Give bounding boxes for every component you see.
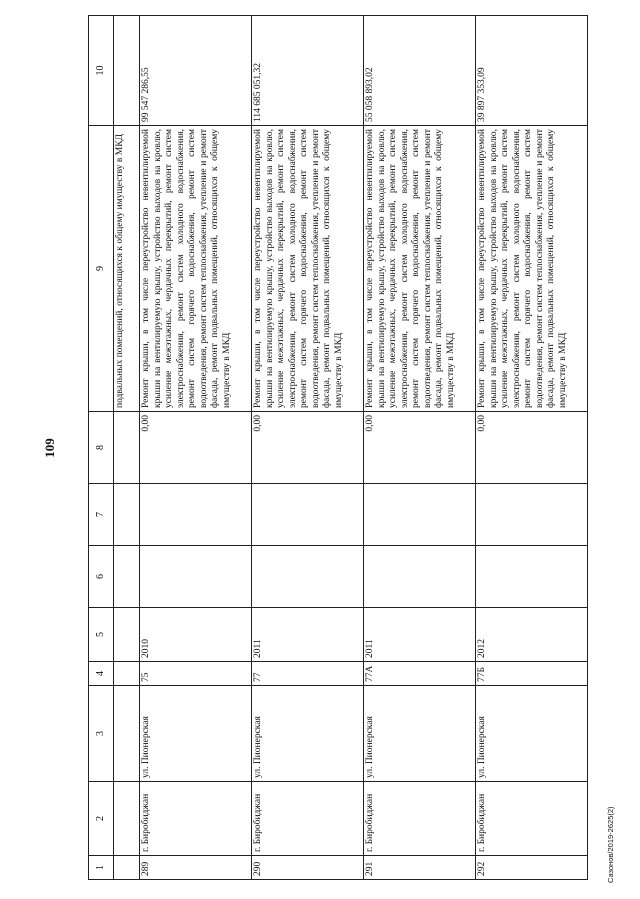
cell xyxy=(114,16,140,126)
row-number: 291 xyxy=(364,856,476,880)
table-row xyxy=(364,16,476,880)
col7-cell xyxy=(476,484,588,546)
document-code: Сазонов/2019-2625(2) xyxy=(606,806,615,883)
cell xyxy=(114,686,140,782)
row-number: 290 xyxy=(252,856,364,880)
description-cell: Ремонт крыши, в том числе переустройство невентилируемой крыши на вентилируемую крышу, устройство выходов на кровлю, усиление межэтажных, чердачных перекрытий, ремонт систем электроснабжения, ремонт систем холодного водоснабжения, ремонт систем горячего водоснабжения, ремонт систем водоотведения, ремонт систем теплоснабжения, утепление и ремонт фасада, ремонт подвальных помещений, относящихся к общему имуществу в МКД xyxy=(364,126,476,412)
street-cell: ул. Пионерская xyxy=(364,686,476,782)
col-header: 10 xyxy=(89,16,114,126)
col-header: 7 xyxy=(89,484,114,546)
col-header: 2 xyxy=(89,782,114,856)
col6-cell xyxy=(140,546,252,608)
year-cell: 2011 xyxy=(252,608,364,662)
col7-cell xyxy=(252,484,364,546)
cell xyxy=(114,608,140,662)
amount-cell: 55 058 893,02 xyxy=(364,16,476,126)
cell xyxy=(114,484,140,546)
year-cell: 2012 xyxy=(476,608,588,662)
rotated-table-wrapper xyxy=(88,16,592,880)
house-cell: 77А xyxy=(364,662,476,686)
amount-cell: 114 685 051,32 xyxy=(252,16,364,126)
col6-cell xyxy=(364,546,476,608)
continued-description: подвальных помещений, относящихся к общему имуществу в МКД xyxy=(114,126,140,412)
col-header: 6 xyxy=(89,546,114,608)
year-cell: 2011 xyxy=(364,608,476,662)
description-cell: Ремонт крыши, в том числе переустройство невентилируемой крыши на вентилируемую крышу, устройство выходов на кровлю, усиление межэтажных, чердачных перекрытий, ремонт систем электроснабжения, ремонт систем холодного водоснабжения, ремонт систем горячего водоснабжения, ремонт систем водоотведения, ремонт систем теплоснабжения, утепление и ремонт фасада, ремонт подвальных помещений, относящихся к общему имуществу в МКД xyxy=(476,126,588,412)
street-cell: ул. Пионерская xyxy=(140,686,252,782)
col-header: 8 xyxy=(89,412,114,484)
row-number: 292 xyxy=(476,856,588,880)
register-table xyxy=(88,15,588,880)
cell xyxy=(114,662,140,686)
cell xyxy=(114,546,140,608)
year-cell: 2010 xyxy=(140,608,252,662)
description-cell: Ремонт крыши, в том числе переустройство невентилируемой крыши на вентилируемую крышу, устройство выходов на кровлю, усиление межэтажных, чердачных перекрытий, ремонт систем электроснабжения, ремонт систем холодного водоснабжения, ремонт систем горячего водоснабжения, ремонт систем водоотведения, ремонт систем теплоснабжения, утепление и ремонт фасада, ремонт подвальных помещений, относящихся к общему имуществу в МКД xyxy=(140,126,252,412)
col-header: 9 xyxy=(89,126,114,412)
continuation-row xyxy=(114,16,140,880)
house-cell: 77Б xyxy=(476,662,588,686)
cell xyxy=(114,782,140,856)
amount-cell: 99 547 286,55 xyxy=(140,16,252,126)
col8-cell: 0,00 xyxy=(140,412,252,484)
col-header: 1 xyxy=(89,856,114,880)
col8-cell: 0,00 xyxy=(476,412,588,484)
col-header: 4 xyxy=(89,662,114,686)
col8-cell: 0,00 xyxy=(252,412,364,484)
col-header: 3 xyxy=(89,686,114,782)
table-row xyxy=(252,16,364,880)
city-cell: г. Биробиджан xyxy=(364,782,476,856)
page-number: 109 xyxy=(42,438,57,458)
description-cell: Ремонт крыши, в том числе переустройство невентилируемой крыши на вентилируемую крышу, устройство выходов на кровлю, усиление межэтажных, чердачных перекрытий, ремонт систем электроснабжения, ремонт систем холодного водоснабжения, ремонт систем горячего водоснабжения, ремонт систем водоотведения, ремонт систем теплоснабжения, утепление и ремонт фасада, ремонт подвальных помещений, относящихся к общему имуществу в МКД xyxy=(252,126,364,412)
cell xyxy=(114,412,140,484)
city-cell: г. Биробиджан xyxy=(476,782,588,856)
city-cell: г. Биробиджан xyxy=(252,782,364,856)
table-row xyxy=(476,16,588,880)
cell xyxy=(114,856,140,880)
col7-cell xyxy=(364,484,476,546)
house-cell: 77 xyxy=(252,662,364,686)
row-number: 289 xyxy=(140,856,252,880)
header-row xyxy=(89,16,114,880)
street-cell: ул. Пионерская xyxy=(252,686,364,782)
col6-cell xyxy=(476,546,588,608)
city-cell: г. Биробиджан xyxy=(140,782,252,856)
col-header: 5 xyxy=(89,608,114,662)
col8-cell: 0,00 xyxy=(364,412,476,484)
amount-cell: 39 897 353,09 xyxy=(476,16,588,126)
col6-cell xyxy=(252,546,364,608)
street-cell: ул. Пионерская xyxy=(476,686,588,782)
col7-cell xyxy=(140,484,252,546)
table-row xyxy=(140,16,252,880)
house-cell: 75 xyxy=(140,662,252,686)
